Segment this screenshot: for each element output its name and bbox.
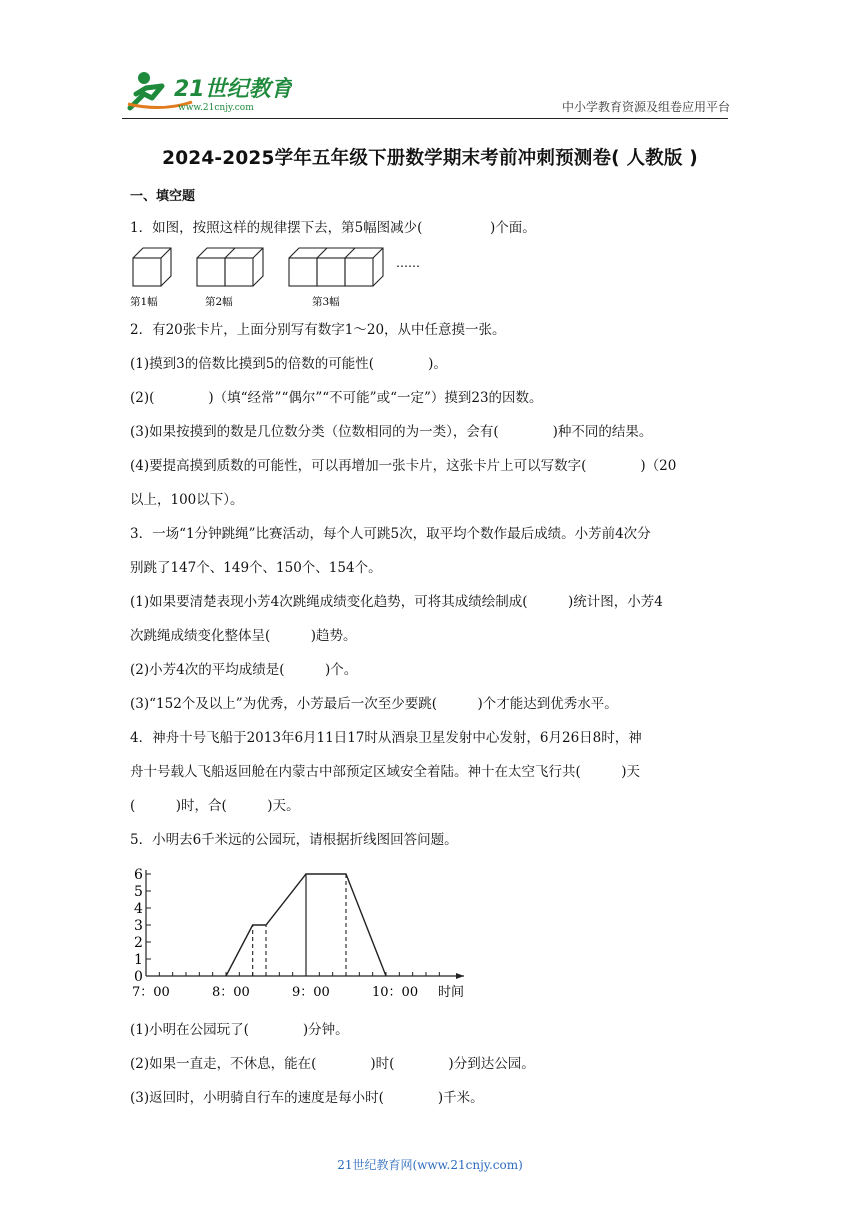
cube-figures xyxy=(130,243,430,317)
q5-part3: (3)返回时，小明骑自行车的速度是每小时( )千米。 xyxy=(130,1090,484,1106)
y-tick-label: 5 xyxy=(134,884,143,900)
cube-diagram xyxy=(130,243,430,313)
figure-caption-3: 第3幅 xyxy=(312,296,340,308)
q4-line1: 4．神舟十号飞船于2013年6月11日17时从酒泉卫星发射中心发射，6月26日8时，神 xyxy=(130,730,642,746)
q2-part4-line2: 以上，100以下）。 xyxy=(130,492,244,508)
x-axis-arrow xyxy=(456,973,464,979)
q3-stem-line2: 别跳了147个、149个、150个、154个。 xyxy=(130,560,382,576)
figure-caption-1: 第1幅 xyxy=(130,296,158,308)
q2-part2: (2)( )（填“经常”“偶尔”“不可能”或“一定”）摸到23的因数。 xyxy=(130,390,543,406)
q2-part4-line1: (4)要提高摸到质数的可能性，可以再增加一张卡片，这张卡片上可以写数字( )（20 xyxy=(130,458,677,474)
q5-part1: (1)小明在公园玩了( )分钟。 xyxy=(130,1022,349,1038)
logo-subtext: www.21cnjy.com xyxy=(178,103,254,113)
x-axis-label: 时间 xyxy=(438,985,465,1000)
logo xyxy=(122,64,292,114)
q2-stem: 2．有20张卡片，上面分别写有数字1～20，从中任意摸一张。 xyxy=(130,322,506,338)
distance-time-chart xyxy=(120,858,480,1012)
q3-part1-line2: 次跳绳成绩变化整体呈( )趋势。 xyxy=(130,628,357,644)
q3-part2: (2)小芳4次的平均成绩是( )个。 xyxy=(130,662,358,678)
q3-part3: (3)“152个及以上”为优秀，小芳最后一次至少要跳( )个才能达到优秀水平。 xyxy=(130,696,618,712)
q3-part1-line1: (1)如果要清楚表现小芳4次跳绳成绩变化趋势，可将其成绩绘制成( )统计图，小芳4 xyxy=(130,594,663,610)
q4-line2: 舟十号载人飞船返回舱在内蒙古中部预定区域安全着陆。神十在太空飞行共( )天 xyxy=(130,764,641,780)
page-title: 2024-2025学年五年级下册数学期末考前冲刺预测卷( 人教版 ) xyxy=(162,148,698,169)
x-tick-label: 9：00 xyxy=(292,985,330,1000)
footer-source: 21世纪教育网(www.21cnjy.com) xyxy=(337,1158,523,1172)
section-heading: 一、填空题 xyxy=(130,189,196,204)
y-tick-label: 1 xyxy=(134,952,143,968)
platform-label: 中小学教育资源及组卷应用平台 xyxy=(561,100,730,114)
runner-logo-icon xyxy=(122,64,292,114)
q4-line3: ( )时，合( )天。 xyxy=(130,798,300,814)
x-tick-label: 8：00 xyxy=(212,985,250,1000)
x-tick-label: 10：00 xyxy=(372,985,419,1000)
figure-caption-2: 第2幅 xyxy=(205,296,233,308)
y-tick-label: 6 xyxy=(134,867,143,883)
q5-part2: (2)如果一直走，不休息，能在( )时( )分到达公园。 xyxy=(130,1056,535,1072)
y-tick-label: 0 xyxy=(134,969,143,985)
q1-text: 1．如图，按照这样的规律摆下去，第5幅图减少( )个面。 xyxy=(130,220,536,236)
header-divider xyxy=(122,118,728,119)
x-tick-label: 7：00 xyxy=(132,985,170,1000)
q3-stem-line1: 3．一场“1分钟跳绳”比赛活动，每个人可跳5次，取平均个数作最后成绩。小芳前4次分 xyxy=(130,526,651,542)
logo-text: 21世纪教育 xyxy=(174,77,292,102)
q5-stem: 5．小明去6千米远的公园玩，请根据折线图回答问题。 xyxy=(130,832,458,848)
continuation-dots: …… xyxy=(396,256,420,270)
y-tick-label: 3 xyxy=(134,918,143,934)
q2-part1: (1)摸到3的倍数比摸到5的倍数的可能性( )。 xyxy=(130,356,447,372)
y-tick-label: 2 xyxy=(134,935,143,951)
y-tick-label: 4 xyxy=(134,901,143,917)
q2-part3: (3)如果按摸到的数是几位数分类（位数相同的为一类），会有( )种不同的结果。 xyxy=(130,424,653,440)
line-chart-svg xyxy=(120,858,480,1008)
